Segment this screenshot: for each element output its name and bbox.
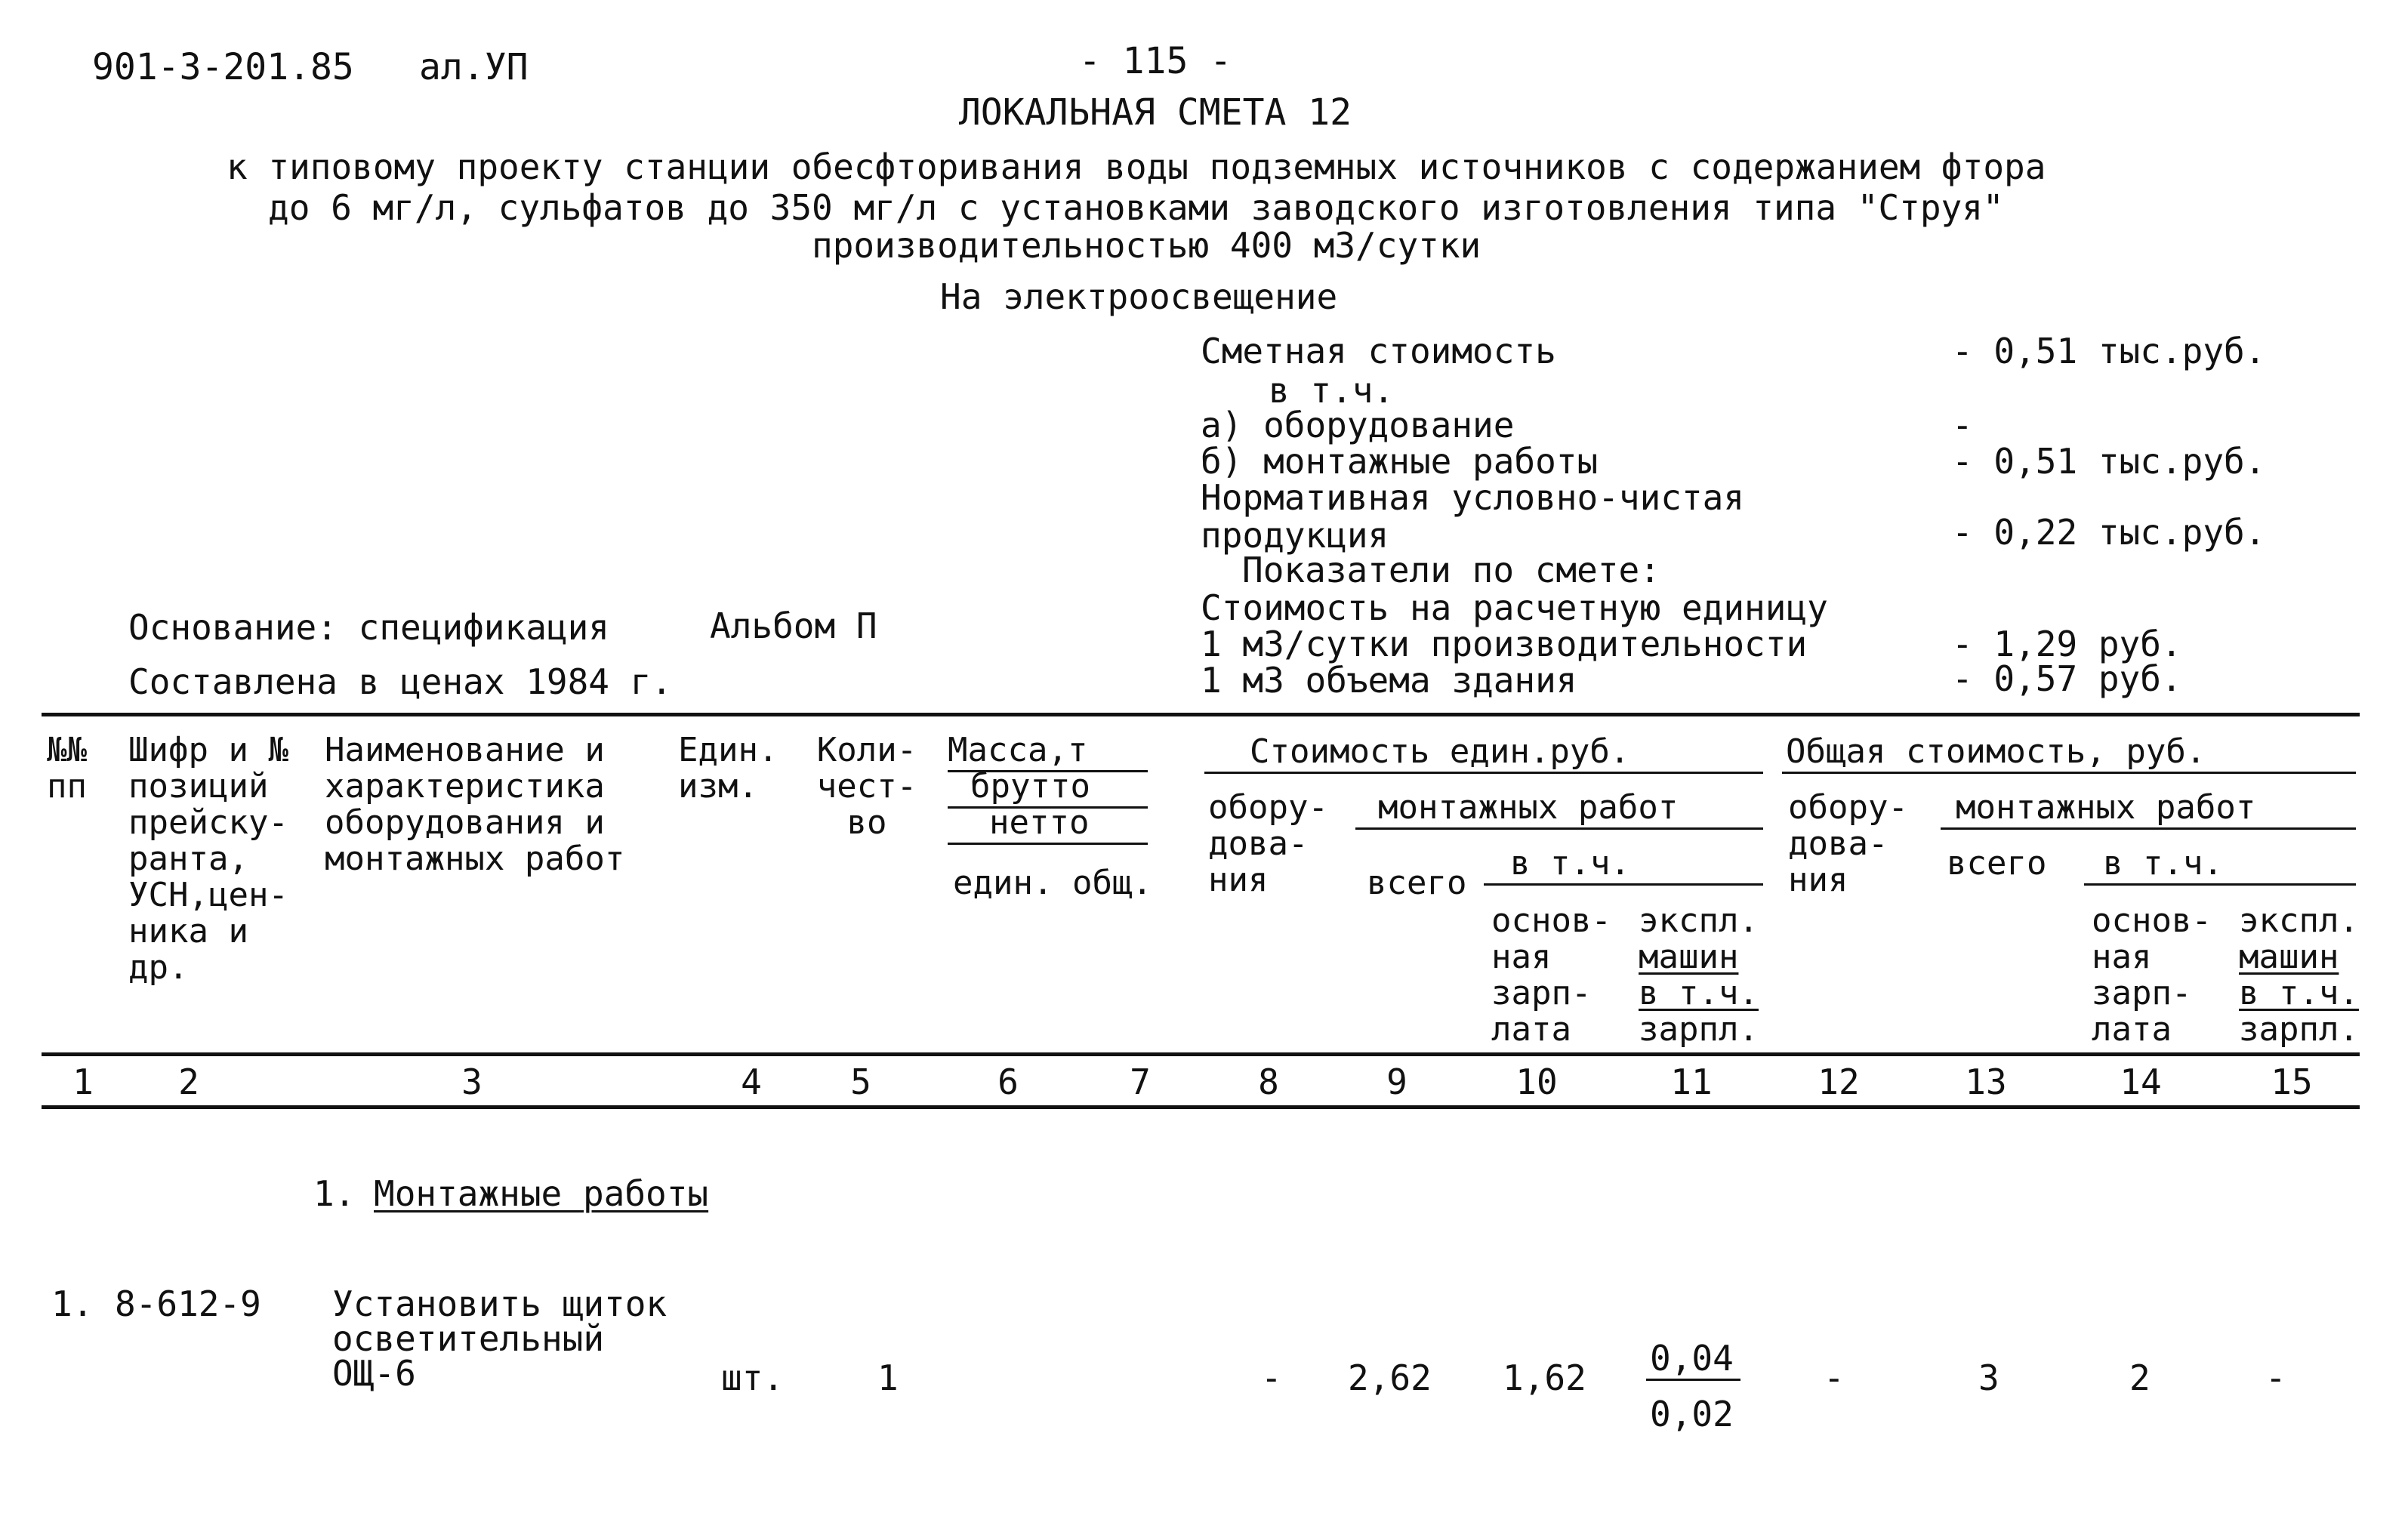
- indicators-label: Показатели по смете:: [1242, 550, 1660, 590]
- section-number: 1.: [313, 1173, 356, 1214]
- header-machines-total-c: в т.ч.: [2239, 974, 2359, 1012]
- section-title: Монтажные работы: [374, 1173, 709, 1214]
- column-number: 11: [1670, 1062, 1713, 1102]
- header-machines-unit-a: экспл.: [1639, 901, 1759, 940]
- column-number: 12: [1818, 1062, 1860, 1102]
- estimated-cost-label: Сметная стоимость: [1201, 331, 1556, 371]
- incl-unit-underline: [1484, 883, 1763, 886]
- incl-total-underline: [2084, 883, 2356, 886]
- per-capacity-label: 1 м3/сутки производительности: [1201, 624, 1808, 664]
- row-installation-total: 3: [1978, 1357, 1999, 1398]
- header-code: Шифр и № позиций прейску- ранта, УСН,цен- ника и др.: [128, 731, 288, 987]
- column-number: 13: [1965, 1062, 2007, 1102]
- net-underline: [948, 843, 1148, 845]
- row-salary-total: 2: [2129, 1357, 2151, 1398]
- header-name: Наименование и характеристика оборудования и монтажных работ: [325, 731, 625, 878]
- row-machines-unit: 0,04: [1650, 1338, 1734, 1379]
- row-unit: шт.: [721, 1357, 785, 1398]
- header-net: нетто: [989, 803, 1090, 842]
- subtitle-line-1: к типовому проекту станции обесфторивания воды подземных источников с содержанием фтора: [227, 146, 2046, 187]
- basis-label: Основание: спецификация: [128, 607, 609, 648]
- header-base-salary-total: основ- ная зарп- лата: [2092, 901, 2212, 1049]
- installation-label: б) монтажные работы: [1201, 441, 1599, 482]
- header-installation-total: монтажных работ: [1956, 788, 2256, 827]
- column-number: 10: [1515, 1062, 1558, 1102]
- unit-cost-underline: [1204, 772, 1763, 774]
- header-installation-unit: монтажных работ: [1378, 788, 1679, 827]
- header-machines-total-b: машин: [2239, 938, 2339, 976]
- installation-value: - 0,51 тыс.руб.: [1952, 441, 2266, 482]
- column-number: 8: [1258, 1062, 1279, 1102]
- column-number: 3: [461, 1062, 483, 1102]
- header-unit-cost: Стоимость един.руб.: [1250, 732, 1630, 771]
- row-machines-salary-unit: 0,02: [1650, 1394, 1734, 1434]
- header-machines-unit-d: зарпл.: [1639, 1010, 1759, 1049]
- header-gross: брутто: [970, 767, 1090, 806]
- page-title: ЛОКАЛЬНАЯ СМЕТА 12: [958, 91, 1352, 134]
- row-number: 1.: [51, 1283, 94, 1324]
- equipment-value: -: [1952, 405, 1973, 445]
- per-volume-label: 1 м3 объема здания: [1201, 660, 1577, 701]
- subtitle-line-3: производительностью 400 м3/сутки: [812, 225, 1481, 266]
- header-incl-unit: в т.ч.: [1510, 844, 1630, 883]
- row-installation-unit: 2,62: [1348, 1357, 1432, 1398]
- album-code: ал.УП: [419, 46, 529, 88]
- installation-total-underline: [1941, 827, 2356, 830]
- header-row-number: №№ пп: [47, 731, 87, 806]
- header-machines-total-a: экспл.: [2239, 901, 2359, 940]
- table-top-rule: [42, 713, 2360, 716]
- incl-label: в т.ч.: [1269, 370, 1395, 411]
- header-mass: Масса,т: [948, 731, 1088, 769]
- subtitle-line-2: до 6 мг/л, сульфатов до 350 мг/л с установками заводского изготовления типа "Струя": [268, 187, 2004, 228]
- header-total-cost: Общая стоимость, руб.: [1786, 732, 2206, 771]
- row-name: Установить щиток осветительный ОЩ-6: [332, 1283, 668, 1394]
- header-all-total: всего: [1947, 844, 2047, 883]
- column-number: 7: [1130, 1062, 1151, 1102]
- column-number: 6: [997, 1062, 1019, 1102]
- normative-value: - 0,22 тыс.руб.: [1952, 512, 2266, 553]
- column-number: 9: [1386, 1062, 1407, 1102]
- album-reference: Альбом П: [710, 605, 877, 646]
- estimated-cost-value: - 0,51 тыс.руб.: [1952, 331, 2266, 371]
- header-bottom-rule: [42, 1052, 2360, 1056]
- header-unit: Един. изм.: [678, 731, 779, 806]
- per-capacity-value: - 1,29 руб.: [1952, 624, 2182, 664]
- fraction-bar: [1646, 1379, 1740, 1381]
- total-cost-underline: [1782, 772, 2356, 774]
- prices-year-label: Составлена в ценах 1984 г.: [128, 661, 673, 702]
- column-number: 2: [178, 1062, 199, 1102]
- row-quantity: 1: [877, 1357, 899, 1398]
- row-salary-unit: 1,62: [1503, 1357, 1586, 1398]
- header-base-salary-unit: основ- ная зарп- лата: [1491, 901, 1611, 1049]
- header-machines-total-d: зарпл.: [2239, 1010, 2359, 1049]
- column-number: 1: [72, 1062, 94, 1102]
- section-label: На электроосвещение: [940, 276, 1338, 317]
- header-mass-unit: един.: [953, 864, 1053, 902]
- header-all-unit: всего: [1367, 864, 1467, 902]
- header-equipment-total: обору- дова- ния: [1788, 788, 1908, 899]
- row-equipment-unit: -: [1261, 1357, 1282, 1398]
- installation-unit-underline: [1355, 827, 1763, 830]
- column-number: 14: [2120, 1062, 2162, 1102]
- column-number: 5: [850, 1062, 871, 1102]
- per-volume-value: - 0,57 руб.: [1952, 658, 2182, 699]
- row-code: 8-612-9: [115, 1283, 261, 1324]
- header-equipment-unit: обору- дова- ния: [1208, 788, 1328, 899]
- column-number: 15: [2271, 1062, 2313, 1102]
- equipment-label: а) оборудование: [1201, 405, 1515, 445]
- doc-code: 901-3-201.85: [92, 46, 354, 88]
- header-quantity: Коли- чест- во: [816, 731, 917, 842]
- column-number: 4: [741, 1062, 762, 1102]
- header-machines-unit-b: машин: [1639, 938, 1739, 976]
- page-number: - 115 -: [1078, 40, 1232, 82]
- header-mass-total: общ.: [1072, 864, 1152, 902]
- normative-label-2: продукция: [1201, 515, 1389, 556]
- header-machines-unit-c: в т.ч.: [1639, 974, 1759, 1012]
- row-machines-total: -: [2265, 1357, 2286, 1398]
- column-numbers-bottom-rule: [42, 1105, 2360, 1109]
- header-incl-total: в т.ч.: [2103, 844, 2223, 883]
- row-equipment-total: -: [1824, 1357, 1845, 1398]
- normative-label-1: Нормативная условно-чистая: [1201, 477, 1745, 518]
- unit-cost-label: Стоимость на расчетную единицу: [1201, 587, 1828, 628]
